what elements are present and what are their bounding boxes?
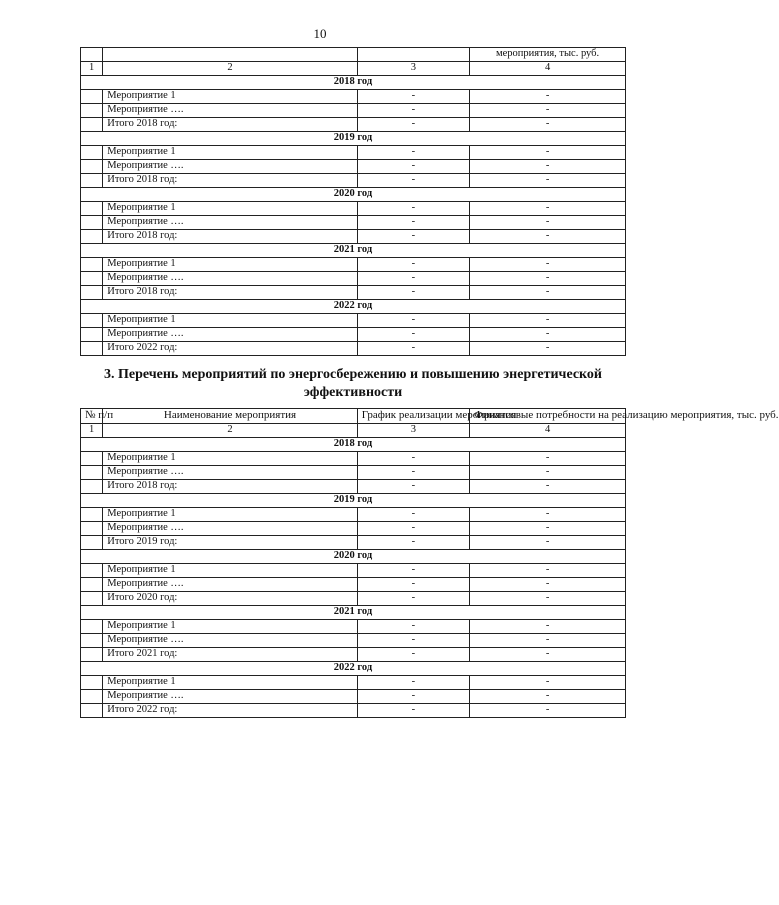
total-row (81, 479, 626, 493)
event-name: Мероприятие …. (103, 272, 357, 286)
column-number: 4 (470, 62, 626, 76)
event-name: Мероприятие 1 (103, 563, 357, 577)
num-cell (81, 202, 103, 216)
year-heading: 2019 год (81, 493, 626, 507)
event-row (81, 314, 626, 328)
year-heading: 2018 год (81, 76, 626, 90)
event-row (81, 160, 626, 174)
year-row (81, 437, 626, 451)
header-cell-finance: мероприятия, тыс. руб. (470, 48, 626, 62)
total-label: Итого 2022 год: (103, 342, 357, 356)
finance-cell: - (470, 703, 626, 717)
total-label: Итого 2018 год: (103, 230, 357, 244)
column-number: 3 (357, 62, 469, 76)
event-name: Мероприятие …. (103, 104, 357, 118)
year-heading: 2020 год (81, 549, 626, 563)
energy-saving-events-table (80, 408, 779, 718)
total-label: Итого 2018 год: (103, 118, 357, 132)
event-name: Мероприятие 1 (103, 675, 357, 689)
finance-cell: - (470, 160, 626, 174)
schedule-cell: - (357, 146, 469, 160)
num-cell (81, 703, 103, 717)
schedule-cell: - (357, 342, 469, 356)
event-name: Мероприятие 1 (103, 258, 357, 272)
total-row (81, 174, 626, 188)
event-name: Мероприятие …. (103, 577, 357, 591)
total-row (81, 591, 626, 605)
finance-cell: - (470, 272, 626, 286)
header-num: № п/п (81, 409, 103, 424)
column-number-row (81, 62, 626, 76)
event-row (81, 146, 626, 160)
event-name: Мероприятие 1 (103, 619, 357, 633)
schedule-cell: - (357, 216, 469, 230)
event-name: Мероприятие …. (103, 328, 357, 342)
schedule-cell: - (357, 535, 469, 549)
schedule-cell: - (357, 258, 469, 272)
total-label: Итого 2018 год: (103, 479, 357, 493)
column-number: 1 (81, 423, 103, 437)
header-cell-name (103, 48, 357, 62)
header-cell-num (81, 48, 103, 62)
num-cell (81, 675, 103, 689)
finance-cell: - (470, 535, 626, 549)
total-row (81, 647, 626, 661)
column-number: 1 (81, 62, 103, 76)
num-cell (81, 507, 103, 521)
year-heading: 2020 год (81, 188, 626, 202)
schedule-cell: - (357, 451, 469, 465)
num-cell (81, 160, 103, 174)
schedule-cell: - (357, 272, 469, 286)
finance-cell: - (470, 104, 626, 118)
event-name: Мероприятие 1 (103, 146, 357, 160)
num-cell (81, 146, 103, 160)
finance-cell: - (470, 465, 626, 479)
event-name: Мероприятие …. (103, 160, 357, 174)
finance-cell: - (470, 591, 626, 605)
finance-cell: - (470, 507, 626, 521)
finance-cell: - (470, 479, 626, 493)
total-row (81, 535, 626, 549)
num-cell (81, 258, 103, 272)
schedule-cell: - (357, 314, 469, 328)
event-row (81, 619, 626, 633)
total-label: Итого 2019 год: (103, 535, 357, 549)
event-row (81, 465, 626, 479)
year-row (81, 549, 626, 563)
total-label: Итого 2018 год: (103, 286, 357, 300)
year-row (81, 244, 626, 258)
event-row (81, 258, 626, 272)
finance-cell: - (470, 146, 626, 160)
finance-cell: - (470, 90, 626, 104)
schedule-cell: - (357, 286, 469, 300)
event-row (81, 633, 626, 647)
event-row (81, 451, 626, 465)
schedule-cell: - (357, 479, 469, 493)
header-schedule: График реализации мероприятия (357, 409, 469, 424)
year-row (81, 76, 626, 90)
num-cell (81, 104, 103, 118)
finance-cell: - (470, 286, 626, 300)
num-cell (81, 591, 103, 605)
event-row (81, 577, 626, 591)
event-row (81, 202, 626, 216)
finance-cell: - (470, 342, 626, 356)
event-name: Мероприятие 1 (103, 314, 357, 328)
num-cell (81, 535, 103, 549)
schedule-cell: - (357, 174, 469, 188)
finance-cell: - (470, 633, 626, 647)
finance-cell: - (470, 202, 626, 216)
event-row (81, 328, 626, 342)
event-row (81, 675, 626, 689)
total-label: Итого 2022 год: (103, 703, 357, 717)
event-row (81, 272, 626, 286)
events-table-continued (80, 47, 626, 356)
schedule-cell: - (357, 90, 469, 104)
year-heading: 2021 год (81, 605, 626, 619)
schedule-cell: - (357, 230, 469, 244)
page-number: 10 (313, 26, 327, 41)
year-row (81, 300, 626, 314)
finance-cell: - (470, 451, 626, 465)
total-row (81, 342, 626, 356)
year-row (81, 188, 626, 202)
finance-cell: - (470, 647, 626, 661)
num-cell (81, 90, 103, 104)
finance-cell: - (470, 328, 626, 342)
year-heading: 2021 год (81, 244, 626, 258)
column-number: 2 (103, 423, 357, 437)
schedule-cell: - (357, 689, 469, 703)
event-name: Мероприятие 1 (103, 202, 357, 216)
schedule-cell: - (357, 703, 469, 717)
schedule-cell: - (357, 507, 469, 521)
num-cell (81, 272, 103, 286)
event-name: Мероприятие 1 (103, 507, 357, 521)
event-name: Мероприятие …. (103, 633, 357, 647)
finance-cell: - (470, 174, 626, 188)
year-row (81, 132, 626, 146)
finance-cell: - (470, 675, 626, 689)
num-cell (81, 633, 103, 647)
total-label: Итого 2021 год: (103, 647, 357, 661)
year-row (81, 605, 626, 619)
num-cell (81, 451, 103, 465)
year-heading: 2022 год (81, 661, 626, 675)
schedule-cell: - (357, 633, 469, 647)
num-cell (81, 647, 103, 661)
schedule-cell: - (357, 465, 469, 479)
event-row (81, 689, 626, 703)
event-row (81, 563, 626, 577)
num-cell (81, 342, 103, 356)
event-row (81, 216, 626, 230)
finance-cell: - (470, 689, 626, 703)
column-number: 2 (103, 62, 357, 76)
header-fragment-row (81, 48, 626, 62)
year-heading: 2018 год (81, 437, 626, 451)
total-row (81, 118, 626, 132)
schedule-cell: - (357, 675, 469, 689)
event-name: Мероприятие 1 (103, 90, 357, 104)
schedule-cell: - (357, 619, 469, 633)
table-header-row (81, 409, 626, 424)
schedule-cell: - (357, 202, 469, 216)
num-cell (81, 577, 103, 591)
event-row (81, 507, 626, 521)
num-cell (81, 689, 103, 703)
event-row (81, 104, 626, 118)
schedule-cell: - (357, 118, 469, 132)
total-row (81, 230, 626, 244)
header-name: Наименование мероприятия (103, 409, 357, 424)
num-cell (81, 521, 103, 535)
schedule-cell: - (357, 160, 469, 174)
finance-cell: - (470, 577, 626, 591)
finance-cell: - (470, 314, 626, 328)
finance-cell: - (470, 563, 626, 577)
total-label: Итого 2020 год: (103, 591, 357, 605)
event-name: Мероприятие …. (103, 689, 357, 703)
column-number: 3 (357, 423, 469, 437)
num-cell (81, 479, 103, 493)
finance-cell: - (470, 258, 626, 272)
finance-cell: - (470, 521, 626, 535)
schedule-cell: - (357, 563, 469, 577)
total-row (81, 286, 626, 300)
num-cell (81, 465, 103, 479)
event-name: Мероприятие …. (103, 465, 357, 479)
section-title: 3. Перечень мероприятий по энергосбережению и повышению энергетической эффективности (103, 367, 603, 400)
year-heading: 2022 год (81, 300, 626, 314)
header-finance: Финансовые потребности на реализацию мероприятия, тыс. руб. (470, 409, 626, 424)
schedule-cell: - (357, 591, 469, 605)
num-cell (81, 619, 103, 633)
total-row (81, 703, 626, 717)
finance-cell: - (470, 230, 626, 244)
schedule-cell: - (357, 521, 469, 535)
event-name: Мероприятие …. (103, 216, 357, 230)
num-cell (81, 286, 103, 300)
event-row (81, 521, 626, 535)
event-name: Мероприятие …. (103, 521, 357, 535)
event-row (81, 90, 626, 104)
num-cell (81, 118, 103, 132)
num-cell (81, 216, 103, 230)
finance-cell: - (470, 118, 626, 132)
event-name: Мероприятие 1 (103, 451, 357, 465)
num-cell (81, 563, 103, 577)
num-cell (81, 174, 103, 188)
schedule-cell: - (357, 328, 469, 342)
year-row (81, 493, 626, 507)
num-cell (81, 328, 103, 342)
finance-cell: - (470, 216, 626, 230)
column-number: 4 (470, 423, 626, 437)
num-cell (81, 230, 103, 244)
num-cell (81, 314, 103, 328)
finance-cell: - (470, 619, 626, 633)
schedule-cell: - (357, 577, 469, 591)
schedule-cell: - (357, 104, 469, 118)
total-label: Итого 2018 год: (103, 174, 357, 188)
year-row (81, 661, 626, 675)
header-cell-schedule (357, 48, 469, 62)
column-number-row (81, 423, 626, 437)
schedule-cell: - (357, 647, 469, 661)
year-heading: 2019 год (81, 132, 626, 146)
